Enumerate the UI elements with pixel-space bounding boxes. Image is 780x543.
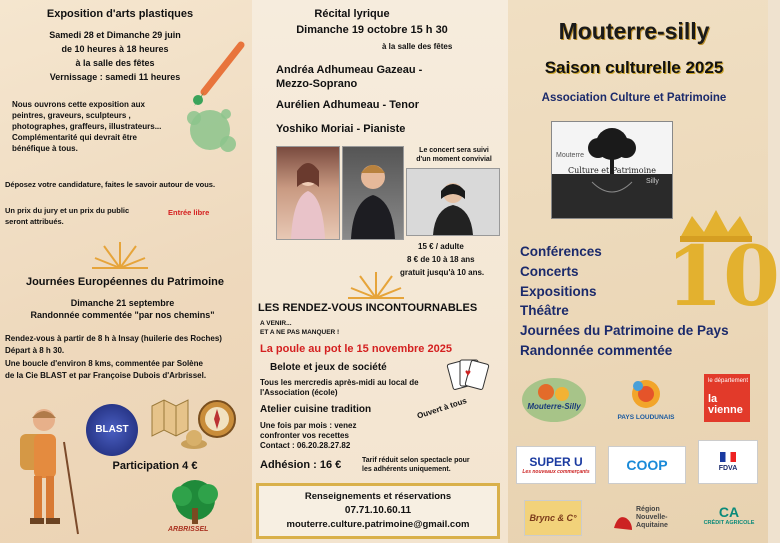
expo-prix-1: Un prix du jury et un prix du public <box>5 206 130 215</box>
price-adult: 15 € / adulte <box>418 242 464 251</box>
svg-text:♥: ♥ <box>465 368 471 379</box>
tarif-line-2: les adhérents uniquement. <box>362 466 451 473</box>
season-title: Saison culturelle 2025 <box>544 58 724 77</box>
expo-candidature: Déposez votre candidature, faites le savoir autour de vous. <box>5 180 216 189</box>
sun-rays-icon-2 <box>348 268 404 300</box>
belote-line-2: l'Association (école) <box>260 388 338 397</box>
artist-3: Yoshiko Moriai - Pianiste <box>276 123 406 135</box>
participation: Participation 4 € <box>112 460 198 472</box>
atelier-line-2: confronter vos recettes <box>260 431 349 440</box>
journees-title: Journées Européennes du Patrimoine <box>25 276 225 288</box>
atelier-line-1: Une fois par mois : venez <box>260 421 357 430</box>
region-text-2: Nouvelle- <box>636 514 668 521</box>
mouterre-logo-text: Mouterre-Silly <box>527 402 581 411</box>
right-panel <box>508 0 780 543</box>
expo-entree-libre: Entrée libre <box>168 208 210 217</box>
artist-2: Aurélien Adhumeau - Tenor <box>276 99 420 111</box>
assoc-logo-bot: Silly <box>646 178 659 185</box>
arbrissel-text: ARBRISSEL <box>168 526 209 533</box>
assoc-name: Association Culture et Patrimoine <box>541 92 727 104</box>
activity-item: Randonnée commentée <box>520 343 673 358</box>
expo-body-1: Nous ouvrons cette exposition aux <box>12 100 145 109</box>
contact-title: Renseignements et réservations <box>304 491 452 502</box>
belote-line-1: Tous les mercredis après-midi au local de <box>260 378 419 387</box>
price-child: gratuit jusqu'à 10 ans. <box>400 268 485 277</box>
anniversary-number: 10 <box>666 229 780 325</box>
credit-agricole-logo <box>702 504 756 536</box>
concert-note-2: d'un moment convivial <box>416 156 492 163</box>
expo-body-5: bénéfique à tous. <box>12 144 78 153</box>
blast-logo: BLAST <box>86 404 138 456</box>
fdva-text: FDVA <box>718 465 738 472</box>
adhesion: Adhésion : 16 € <box>260 459 342 471</box>
artist-1: Andréa Adhumeau Gazeau - <box>276 64 423 76</box>
vienne-text: la vienne <box>708 393 743 416</box>
contact-box <box>256 483 500 539</box>
region-logo <box>612 506 688 536</box>
activity-item: Conférences <box>520 244 602 259</box>
playing-cards-icon <box>448 356 488 392</box>
french-flag-icon <box>720 452 736 462</box>
journees-date: Dimanche 21 septembre <box>70 298 175 308</box>
mouterre-logo <box>516 372 592 428</box>
town-title: Mouterre-silly <box>558 18 710 44</box>
activity-item: Journées du Patrimoine de Pays <box>520 323 729 338</box>
contact-phone: 07.71.10.60.11 <box>344 505 412 516</box>
middle-panel <box>252 0 508 543</box>
belote-title: Belote et jeux de société <box>270 362 387 373</box>
rdv-avenir-2: ET A NE PAS MANQUER ! <box>260 329 340 336</box>
hat-icon <box>180 424 208 452</box>
rdv-avenir-1: A VENIR... <box>260 320 292 327</box>
photo-yoshiko <box>406 168 500 236</box>
journees-rando: Randonnée commentée "par nos chemins" <box>30 310 215 320</box>
credit-agricole-mark: CA <box>718 504 740 520</box>
expo-place: à la salle des fêtes <box>75 58 155 68</box>
journees-line-3: Une boucle d'environ 8 kms, commentée par Solène <box>5 359 203 368</box>
rdv-title: LES RENDEZ-VOUS INCONTOURNABLES <box>258 302 478 314</box>
atelier-line-3: Contact : 06.20.28.27.82 <box>260 441 351 450</box>
journees-line-4: de la Cie BLAST et par Françoise Dubois d'Arbrissel. <box>5 371 207 380</box>
photo-andrea <box>276 146 340 240</box>
activity-item: Théâtre <box>520 303 569 318</box>
bryn-logo: Brync & C° <box>524 500 582 536</box>
paint-splash-icon <box>180 100 242 160</box>
pays-loudunais-text: PAYS LOUDUNAIS <box>617 414 675 421</box>
recital-date: Dimanche 19 octobre 15 h 30 <box>296 24 448 36</box>
pays-loudunais-logo <box>608 374 684 428</box>
recital-place: à la salle des fêtes <box>382 42 453 51</box>
tarif-line-1: Tarif réduit selon spectacle pour <box>362 457 470 464</box>
recital-title: Récital lyrique <box>314 8 390 20</box>
concert-note-1: Le concert sera suivi <box>419 147 489 154</box>
vienne-small-text: le département <box>708 378 749 384</box>
poule-au-pot: La poule au pot le 15 novembre 2025 <box>260 343 452 355</box>
sun-rays-icon <box>92 238 148 270</box>
super-u-text: SUPER U <box>529 455 583 469</box>
super-u-sub: Les nouveaux commerçants <box>522 469 590 475</box>
atelier-title: Atelier cuisine tradition <box>260 404 372 415</box>
ouvert-a-tous: Ouvert à tous <box>416 396 468 421</box>
expo-body-3: photographes, graffeurs, illustrateurs... <box>12 122 162 131</box>
journees-line-1: Rendez-vous à partir de 8 h à Insay (huilerie des Roches) <box>5 334 222 343</box>
assoc-logo-top: Mouterre <box>556 152 585 159</box>
region-text-3: Aquitaine <box>636 522 668 529</box>
credit-agricole-text: CRÉDIT AGRICOLE <box>703 520 755 526</box>
price-youth: 8 € de 10 à 18 ans <box>407 255 475 264</box>
expo-body-4: Complémentarité qui devrait être <box>12 133 137 142</box>
photo-aurelien <box>342 146 404 240</box>
activity-item: Concerts <box>520 264 579 279</box>
assoc-logo-mid: Culture et Patrimoine <box>567 166 657 175</box>
vienne-logo <box>704 374 750 422</box>
expo-vernissage: Vernissage : samedi 11 heures <box>49 72 181 82</box>
coop-logo: COOP <box>608 446 686 484</box>
fdva-logo <box>698 440 758 484</box>
expo-dates: Samedi 28 et Dimanche 29 juin <box>49 30 181 40</box>
activity-item: Expositions <box>520 284 597 299</box>
expo-title: Exposition d'arts plastiques <box>46 8 194 20</box>
artist-1-role: Mezzo-Soprano <box>276 78 358 90</box>
hiker-illustration <box>6 402 84 540</box>
journees-line-2: Départ à 8 h 30. <box>5 346 65 355</box>
region-text-1: Région <box>636 506 660 513</box>
expo-hours: de 10 heures à 18 heures <box>61 44 169 54</box>
left-panel <box>0 0 252 543</box>
contact-email: mouterre.culture.patrimoine@gmail.com <box>286 519 470 530</box>
association-logo <box>551 121 673 219</box>
super-u-logo <box>516 446 596 484</box>
expo-prix-2: seront attribués. <box>5 217 64 226</box>
expo-body-2: peintres, graveurs, sculpteurs , <box>12 111 131 120</box>
